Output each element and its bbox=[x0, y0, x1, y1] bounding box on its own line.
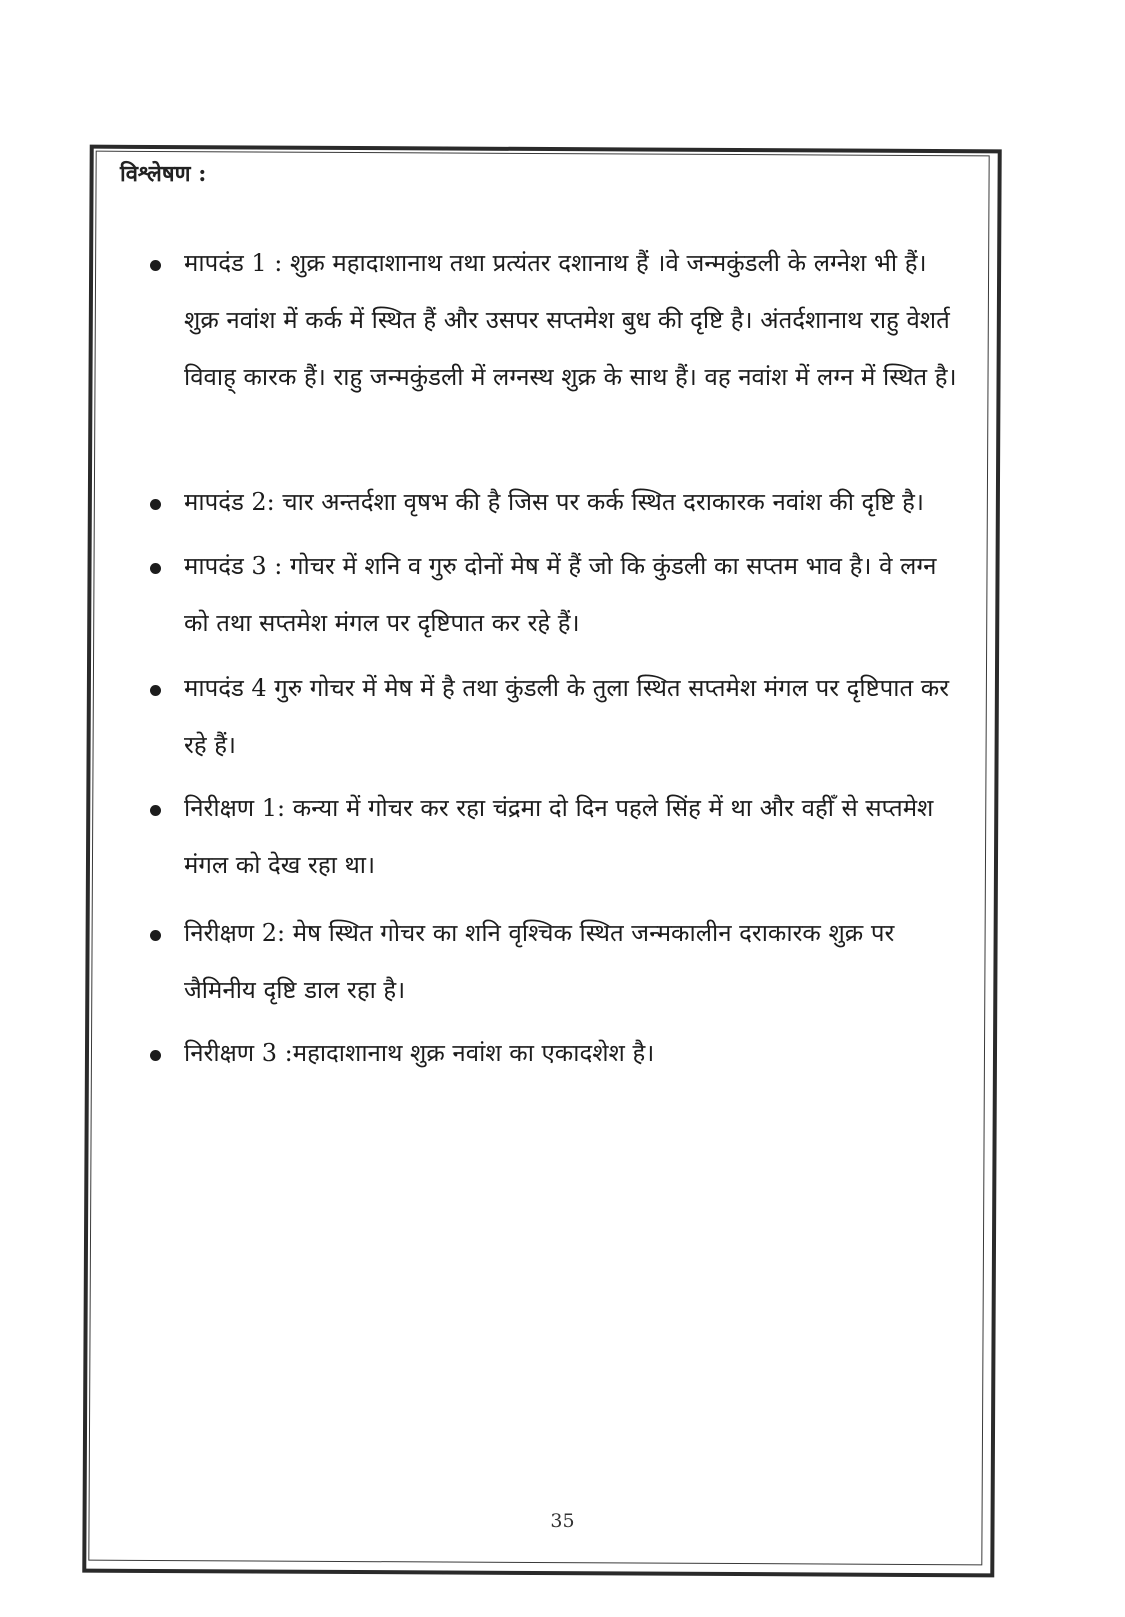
list-item-text: मापदंड 1 : शुक्र महादाशानाथ तथा प्रत्यंतर दशानाथ हैं ।वे जन्मकुंडली के लग्नेश भी हैं। शुक्र नवांश में कर्क में स्थित हैं और उसपर सप्तमेश बुध की दृष्टि है। अंतर्दशानाथ राहु वेशर्त विवाह् कारक हैं। राहु जन्मकुंडली में लग्नस्थ शुक्र के साथ हैं। वह नवांश में लग्न में स्थित है। bbox=[184, 249, 957, 391]
list-item-text: निरीक्षण 3 :महादाशानाथ शुक्र नवांश का एकादशेश है। bbox=[184, 1039, 655, 1067]
list-item bbox=[150, 538, 960, 652]
list-item bbox=[150, 660, 960, 774]
bullet-icon bbox=[150, 805, 161, 816]
list-item bbox=[150, 235, 960, 406]
bullet-icon bbox=[150, 563, 161, 574]
list-item-text: मापदंड 3 : गोचर में शनि व गुरु दोनों मेष में हैं जो कि कुंडली का सप्तम भाव है। वे लग्न को तथा सप्तमेश मंगल पर दृष्टिपात कर रहे हैं। bbox=[184, 552, 937, 637]
list-item bbox=[150, 1025, 960, 1082]
section-heading: विश्लेषण : bbox=[120, 161, 207, 187]
bullet-icon bbox=[150, 685, 161, 696]
list-item-text: मापदंड 2: चार अन्तर्दशा वृषभ की है जिस पर कर्क स्थित दराकारक नवांश की दृष्टि है। bbox=[184, 488, 924, 516]
list-item bbox=[150, 905, 960, 1019]
bullet-icon bbox=[150, 930, 161, 941]
page-number: 35 bbox=[550, 1510, 575, 1532]
bullet-icon bbox=[150, 1050, 161, 1061]
bullet-icon bbox=[150, 499, 161, 510]
list-item bbox=[150, 780, 960, 894]
list-item-text: निरीक्षण 1: कन्या में गोचर कर रहा चंद्रमा दो दिन पहले सिंह में था और वहीँ से सप्तमेश मंगल को देख रहा था। bbox=[184, 794, 934, 879]
list-item-text: मापदंड 4 गुरु गोचर में मेष में है तथा कुंडली के तुला स्थित सप्तमेश मंगल पर दृष्टिपात कर रहे हैं। bbox=[184, 674, 950, 759]
bullet-icon bbox=[150, 260, 161, 271]
list-item bbox=[150, 474, 960, 531]
list-item-text: निरीक्षण 2: मेष स्थित गोचर का शनि वृश्चिक स्थित जन्मकालीन दराकारक शुक्र पर जैमिनीय दृष्टि डाल रहा है। bbox=[184, 919, 895, 1004]
